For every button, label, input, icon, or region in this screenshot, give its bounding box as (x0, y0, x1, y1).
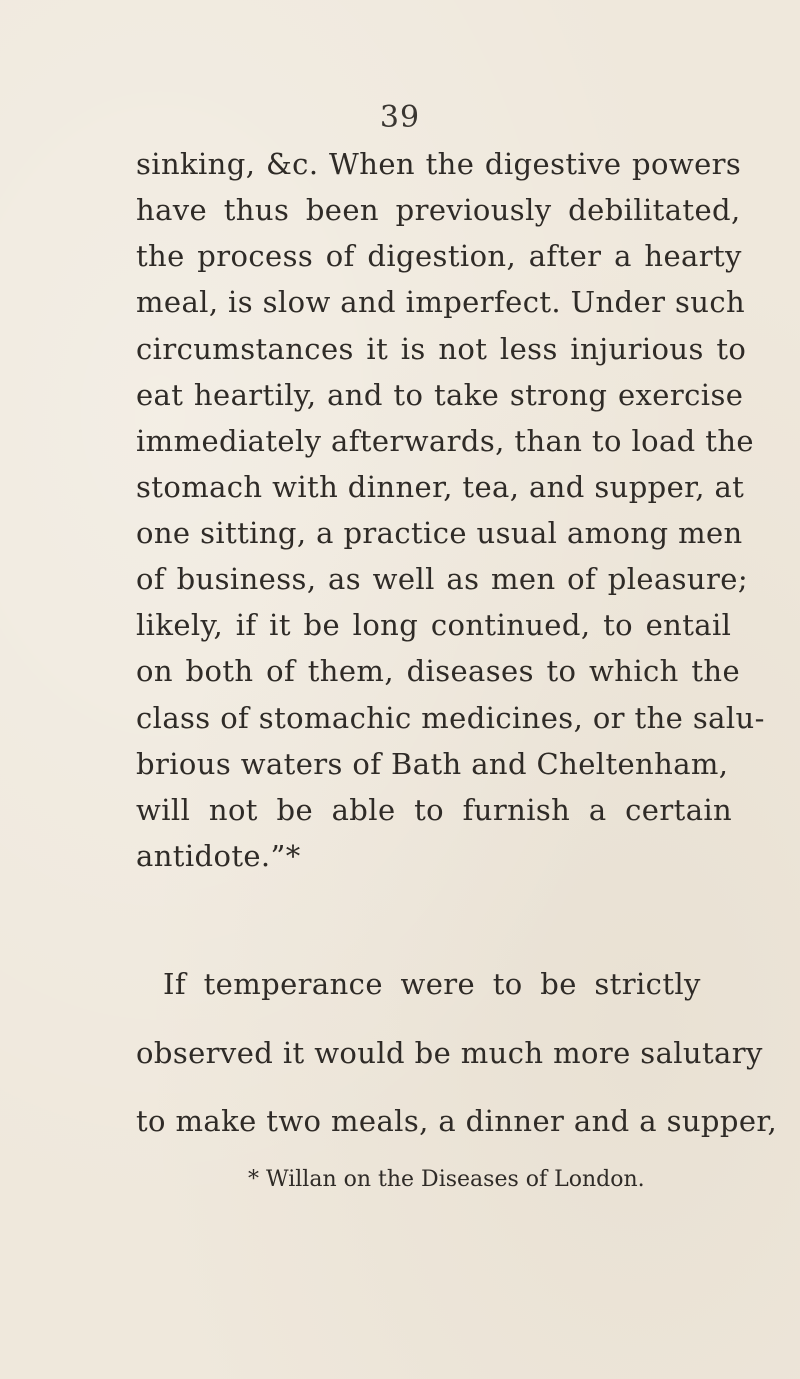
text-line-9: one sitting, a practice usual among men (136, 516, 743, 550)
text-line-10: of business, as well as men of pleasure; (136, 562, 748, 596)
text-line-5: circumstances it is not less injurious to (136, 332, 747, 366)
text-line-18: observed it would be much more salutary (136, 1036, 763, 1070)
text-line-7: immediately afterwards, than to load the (136, 424, 754, 458)
text-line-8: stomach with dinner, tea, and supper, at (136, 470, 745, 504)
page-number: 39 (379, 100, 421, 135)
text-line-15: will not be able to furnish a certain (136, 793, 733, 827)
text-line-17: If temperance were to be strictly (163, 967, 701, 1001)
text-line-16: antidote.”* (136, 839, 301, 873)
text-line-13: class of stomachic medicines, or the salu- (136, 701, 765, 735)
text-line-2: have thus been previously debilitated, (136, 193, 741, 227)
text-line-4: meal, is slow and imperfect. Under such (136, 285, 746, 319)
footnote-marker: * (248, 1167, 259, 1192)
footnote (248, 1167, 645, 1192)
text-line-6: eat heartily, and to take strong exercise (136, 378, 744, 412)
text-line-1: sinking, &c. When the digestive powers (136, 147, 742, 181)
text-line-11: likely, if it be long continued, to entail (136, 608, 732, 642)
text-line-14: brious waters of Bath and Cheltenham, (136, 747, 729, 781)
text-line-19: to make two meals, a dinner and a supper, (136, 1104, 778, 1138)
text-line-12: on both of them, diseases to which the (136, 654, 741, 688)
footnote-author: Willan (266, 1167, 337, 1192)
text-line-3: the process of digestion, after a hearty (136, 239, 742, 273)
footnote-text: on the Diseases of London. (343, 1167, 645, 1192)
